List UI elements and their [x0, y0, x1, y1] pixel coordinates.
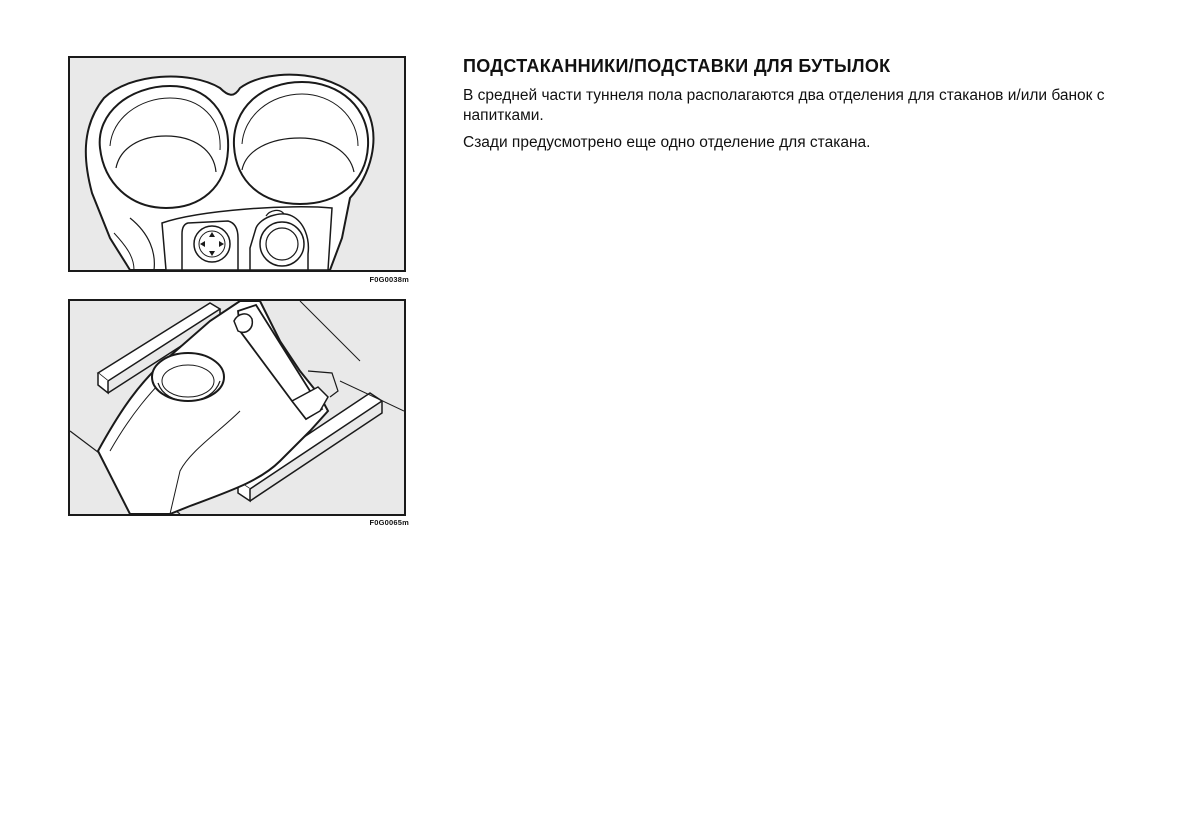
figure-code: F0G0065m: [369, 518, 409, 527]
section-title: ПОДСТАКАННИКИ/ПОДСТАВКИ ДЛЯ БУТЫЛОК: [463, 56, 891, 76]
twin-cup-holder-illustration: [70, 58, 404, 270]
paragraph: В средней части туннеля пола располагаются два отделения для стаканов и/или банок с напитками.: [463, 87, 1105, 124]
figure-code: F0G0038m: [369, 275, 409, 284]
cup-holder-figure: [68, 56, 406, 272]
rear-cup-holder-illustration: [70, 301, 404, 514]
paragraph: Сзади предусмотрено еще одно отделение для стакана.: [463, 134, 871, 151]
cup-holder-figure: [68, 299, 406, 516]
